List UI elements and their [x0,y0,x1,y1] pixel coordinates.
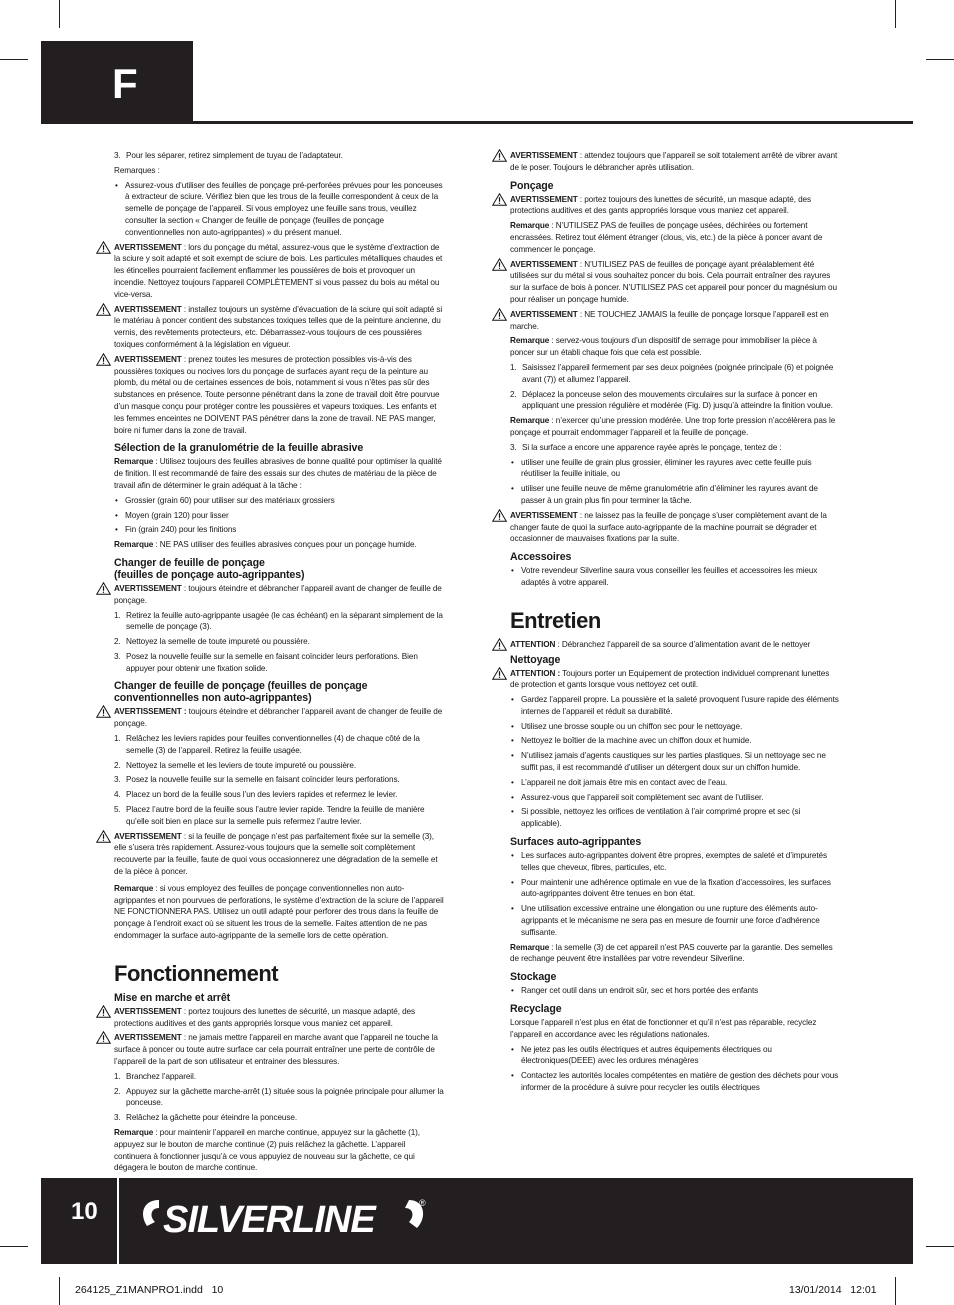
section-heading: Surfaces auto-agrippantes [510,836,642,849]
bullet-item: • Les surfaces auto-agrippantes doivent être propres, exemptes de saleté et d’impuretés telles que cheveux, fibres, particules, etc. [510,850,840,874]
warning-paragraph: AVERTISSEMENT : portez toujours des lunettes de sécurité, un masque adapté, des protections auditives et des gants appropriés lorsque vous maniez cet appareil. [114,1006,444,1030]
step-item: 1. Saisissez l’appareil fermement par ses deux poignées (poignée principale (6) et poignée avant (7)) et allumez l’appareil. [510,362,834,384]
warning-paragraph: AVERTISSEMENT : prenez toutes les mesures de protection possibles vis-à-vis des poussières toxiques ou nocives lors du ponçage de surfaces ayant reçu de la peinture au plomb, du métal ou de certaines essences de bois, notamment si vous n’êtes pas sûr des substances en présence. Toute personne pénétrant dans la zone de travail doit être pourvue d’un masque conçu pour protéger contre les poussières et vapeurs toxiques. Les enfants et les femmes enceintes ne DOIVENT PAS pénétrer dans la zone de travail. NE PAS manger, boire ni fumer dans la zone de travail. [114,354,444,437]
warning-icon [492,667,507,680]
warning-icon [492,258,507,271]
warning-paragraph: AVERTISSEMENT : lors du ponçage du métal, assurez-vous que le système d’extraction de la sciure y soit adapté et soit exempt de sciure de bois. Les particules métalliques chaudes et les étincelles pourraient facilement enflammer les poussières de bois et provoquer un incendie. Nettoyez toujours l’appareil COMPLÈTEMENT si vous passez du bois au métal ou vice-versa. [114,242,444,301]
step-item: 3. Pour les séparer, retirez simplement de tuyau de l’adaptateur. [114,151,343,160]
bullet-item: • Une utilisation excessive entraine une élongation ou une rupture des éléments auto-agrippants et le mécanisme ne sera pas en mesure de fournir une force d’adhérence suffisante. [510,903,840,938]
warning-paragraph: AVERTISSEMENT : toujours éteindre et débrancher l’appareil avant de changer de feuille de ponçage. [114,706,444,730]
warning-icon [96,1005,111,1018]
footer-separator [117,1178,119,1264]
remarks-label: Remarques : [114,165,160,175]
note-paragraph: Remarque : si vous employez des feuilles de ponçage conventionnelles non auto-agrippantes et non pourvues de perforations, le système d’extraction de la sciure de l’appareil NE FONCTIONNERA PAS. Utilisez un outil adapté pour perforer des trous dans la feuille de ponçage à l’endroit exact où se situent les trous de la semelle. Faites attention de ne pas endommager la surface auto-agrippante de la semelle lors de cette opération. [114,883,444,941]
bullet-item: • Ranger cet outil dans un endroit sûr, sec et hors portée des enfants [510,985,840,997]
warning-icon [96,1031,111,1044]
warning-icon [96,303,111,316]
note-paragraph: Remarque : Utilisez toujours des feuilles abrasives de bonne qualité pour optimiser la qualité de finition. Il est recommandé de faire des essais sur des chutes de matériau de la pièce de travail afin de déterminer le grain adéquat à la tâche : [114,457,442,490]
note-paragraph: Remarque : la semelle (3) de cet appareil n’est PAS couverte par la garantie. Des semelles de rechange peuvent être installées par votre revendeur Silverline. [510,942,833,964]
section-heading: Recyclage [510,1003,562,1016]
bullet-item: • Ne jetez pas les outils électriques et autres équipements électriques ou électroniques(DEEE) avec les ordures ménagères [510,1044,840,1068]
step-item: 1. Retirez la feuille auto-agrippante usagée (le cas échéant) en la séparant simplement de la semelle de ponçage (3). [114,610,443,632]
bullet-item: • N’utilisez jamais d’agents caustiques sur les parties plastiques. Si un nettoyage sec ne suffit pas, il est recommandé d’utiliser un détergent doux sur un chiffon humide. [510,750,840,774]
bullet-item: • Grossier (grain 60) pour utiliser sur des matériaux grossiers [114,495,444,507]
step-item: 2. Déplacez la ponceuse selon des mouvements circulaires sur la surface à poncer en appliquant une pression régulière et modérée (Fig. D) jusqu’à atteindre la finition voulue. [510,389,833,411]
section-heading: Mise en marche et arrêt [114,991,231,1004]
bullet-item: • Si possible, nettoyez les orifices de ventilation à l’air comprimé propre et sec (si applicable). [510,806,840,830]
section-heading: Nettoyage [510,653,561,666]
warning-icon [96,830,111,843]
warning-paragraph: AVERTISSEMENT : N’UTILISEZ PAS de feuilles de ponçage ayant préalablement été utilisées sur du métal si vous souhaitez poncer du bois. Cela pourrait entraîner des rayures sur la surface de bois à poncer. N’UTILISEZ PAS cet appareil pour poncer du magnésium ou pour réaliser un ponçage humide. [510,259,840,306]
warning-icon [492,149,507,162]
warning-paragraph: ATTENTION : Débranchez l’appareil de sa source d’alimentation avant de le nettoyer [510,639,840,651]
bullet-item: • Moyen (grain 120) pour lisser [114,510,444,522]
logo-wordmark: SILVERLINE [163,1199,375,1241]
warning-paragraph: AVERTISSEMENT : ne laissez pas la feuille de ponçage s’user complètement avant de la changer faute de quoi la surface auto-agrippante de la machine pourrait se dégrader et occasionner de mauvaises fixations par la suite. [510,510,840,545]
note-paragraph: Remarque : pour maintenir l’appareil en marche continue, appuyez sur la gâchette (1), appuyez sur le bouton de marche continue (2) puis relâchez la gâchette. L’appareil continuera à fonctionner jusqu’à ce vous appuyiez de nouveau sur la gâchette, ce qui dégagera le bouton de marche continue. [114,1128,420,1173]
warning-paragraph: AVERTISSEMENT : installez toujours un système d’évacuation de la sciure qui soit adapté si le matériau à poncer contient des substances toxiques telles que de la peinture ancienne, du vernis, des revêtements protecteurs, etc. Débarrassez-vous toujours de ces poussières toxiques conformément à la législation en vigueur. [114,304,444,351]
note-paragraph: Remarque : N’UTILISEZ PAS de feuilles de ponçage usées, déchirées ou fortement encrassées. Retirez tout élément étranger (clous, vis, etc.) de la pièce à poncer avant de commencer le ponçage. [510,221,823,254]
section-heading: Stockage [510,971,557,984]
step-item: 3. Posez la nouvelle feuille sur la semelle en faisant coïncider leurs perforations. Bien appuyer pour obtenir une fixation solide. [114,651,418,673]
warning-icon [96,582,111,595]
chapter-title: Fonctionnement [114,960,279,986]
bullet-item: • Assurez-vous d’utiliser des feuilles de ponçage pré-perforées prévues pour les ponceuses à extracteur de sciure. Vérifiez bien que les trous de la feuille correspondent à ceux de la semelle de ponçage de l’appareil. Si vous employez une feuille sans trous, veuillez consulter la section « Changer de feuille de ponçage (feuilles de ponçage conventionnelles non auto-agrippantes) » du présent manuel. [114,180,444,239]
warning-paragraph: ATTENTION : Toujours porter un Equipement de protection individuel comprenant lunettes de protection et gants lorsque vous nettoyez cet outil. [510,668,840,692]
step-item: 1. Relâchez les leviers rapides pour feuilles conventionnelles (4) de chaque côté de la semelle (3) de l’appareil. Retirez la feuille usagée. [114,734,420,755]
silverline-logo [137,1192,437,1242]
page-number: 10 [71,1198,98,1225]
bullet-item: • Gardez l’appareil propre. La poussière et la saleté provoquent l’usure rapide des éléments internes de l’appareil et réduit sa durabilité. [510,694,840,718]
crop-mark [895,0,896,28]
note-paragraph: Remarque : n’exercer qu’une pression modérée. Une trop forte pression n’accélèrera pas le ponçage et pourrait endommager l’appareil et la feuille de ponçage. [510,416,836,437]
crop-mark [926,1246,954,1247]
bullet-item: • utiliser une feuille neuve de même granulométrie afin d’éliminer les rayures avant de passer à un grain plus fin pour terminer la tâche. [510,483,840,507]
registered-mark: ® [419,1198,426,1208]
warning-icon [96,353,111,366]
section-heading: Changer de feuille de ponçage (feuilles de ponçage auto-agrippantes) [114,556,305,581]
crop-mark [59,1277,60,1305]
warning-paragraph: AVERTISSEMENT : attendez toujours que l’appareil se soit totalement arrêté de vibrer avant de le poser. Toujours le débrancher après utilisation. [510,150,840,174]
bullet-item: • Fin (grain 240) pour les finitions [114,524,444,536]
step-item: 3. Si la surface a encore une apparence rayée après le ponçage, tentez de : [510,442,782,452]
bullet-item: • Utilisez une brosse souple ou un chiffon sec pour le nettoyage. [510,721,840,733]
bullet-item: • Assurez-vous que l’appareil soit complètement sec avant de l’utiliser. [510,792,840,804]
warning-icon [492,308,507,321]
warning-icon [96,705,111,718]
section-heading: Ponçage [510,179,554,192]
file-slug: 264125_Z1MANPRO1.indd 10 [75,1284,224,1296]
section-heading: Changer de feuille de ponçage (feuilles de ponçage conventionnelles non auto-agrippantes) [114,680,368,705]
crop-mark [0,1246,28,1247]
bullet-item: • utiliser une feuille de grain plus grossier, éliminer les rayures avec cette feuille puis réutiliser la feuille initiale, ou [510,457,840,481]
warning-icon [96,241,111,254]
warning-paragraph: AVERTISSEMENT : toujours éteindre et débrancher l’appareil avant de changer de feuille de ponçage. [114,583,444,607]
section-heading: Accessoires [510,551,572,564]
warning-paragraph: AVERTISSEMENT : ne jamais mettre l’appareil en marche avant que l’appareil ne touche la surface à poncer ou toute autre surface car cela pourrait entraîner une perte de contrôle de l’appareil de la part de son utilisateur et entrainer des blessures. [114,1032,444,1067]
note-paragraph: Remarque : NE PAS utiliser des feuilles abrasives conçues pour un ponçage humide. [114,540,417,550]
body-paragraph: Lorsque l’appareil n’est plus en état de fonctionner et qu’il n’est pas réparable, recyclez l’appareil en accordance avec les régulations nationales. [510,1018,817,1039]
right-column [510,150,840,1097]
warning-icon [492,638,507,651]
warning-icon [492,509,507,522]
step-item: 3. Posez la nouvelle feuille sur la semelle en faisant coïncider leurs perforations. [114,775,400,785]
crop-mark [0,59,28,60]
warning-paragraph: AVERTISSEMENT : portez toujours des lunettes de sécurité, un masque adapté, des protections auditives et des gants appropriés lorsque vous maniez cet appareil. [510,194,840,218]
language-tab [41,41,193,123]
note-paragraph: Remarque : servez-vous toujours d’un dispositif de serrage pour immobiliser la pièce à poncer sur un établi chaque fois que cela est possible. [510,336,817,358]
step-item: 5. Placez l’autre bord de la feuille sous l’autre levier rapide. Tendre la feuille de manière qu’elle soit bien en place sur la semelle puis refermez l’autre levier. [114,805,425,826]
language-tab-letter: F [112,60,138,107]
bullet-item: • Votre revendeur Silverline saura vous conseiller les feuilles et accessoires les mieux adaptés à votre appareil. [510,565,840,589]
section-heading: Sélection de la granulométrie de la feuille abrasive [114,442,364,455]
crop-mark [59,0,60,28]
print-date: 13/01/2014 12:01 [789,1284,877,1296]
crop-mark [926,59,954,60]
header-rule [41,121,913,124]
warning-paragraph: AVERTISSEMENT : NE TOUCHEZ JAMAIS la feuille de ponçage lorsque l’appareil est en marche. [510,309,840,333]
step-item: 4. Placez un bord de la feuille sous l’un des leviers rapides et refermez le levier. [114,790,398,800]
step-item: 3. Relâchez la gâchette pour éteindre la ponceuse. [114,1113,297,1123]
step-item: 2. Nettoyez la semelle de toute impureté ou poussière. [114,637,310,647]
chapter-title: Entretien [510,607,601,633]
crop-mark [895,1277,896,1305]
warning-icon [492,193,507,206]
left-column [114,150,444,1177]
step-item: 1. Branchez l’appareil. [114,1071,196,1081]
bullet-item: • L’appareil ne doit jamais être mis en contact avec de l’eau. [510,777,840,789]
bullet-item: • Contactez les autorités locales compétentes en matière de gestion des déchets pour vous informer de la procédure à suivre pour recycler les outils électriques [510,1070,840,1094]
bullet-item: • Pour maintenir une adhérence optimale en vue de la fixation d’accessoires, les surfaces auto-agrippantes doivent être tenues en bon état. [510,877,840,901]
step-item: 2. Appuyez sur la gâchette marche-arrêt (1) située sous la poignée principale pour allumer la ponceuse. [114,1086,444,1108]
step-item: 2. Nettoyez la semelle et les leviers de toute impureté ou poussière. [114,760,357,770]
bullet-item: • Nettoyez le boîtier de la machine avec un chiffon doux et humide. [510,735,840,747]
warning-paragraph: AVERTISSEMENT : si la feuille de ponçage n’est pas parfaitement fixée sur la semelle (3), elle s’usera très rapidement. Assurez-vous toujours que la semelle soit complètement recouverte par la feuille, faute de quoi vous occasionnerez une dégradation de la semelle et de la pièce à poncer. [114,831,444,878]
